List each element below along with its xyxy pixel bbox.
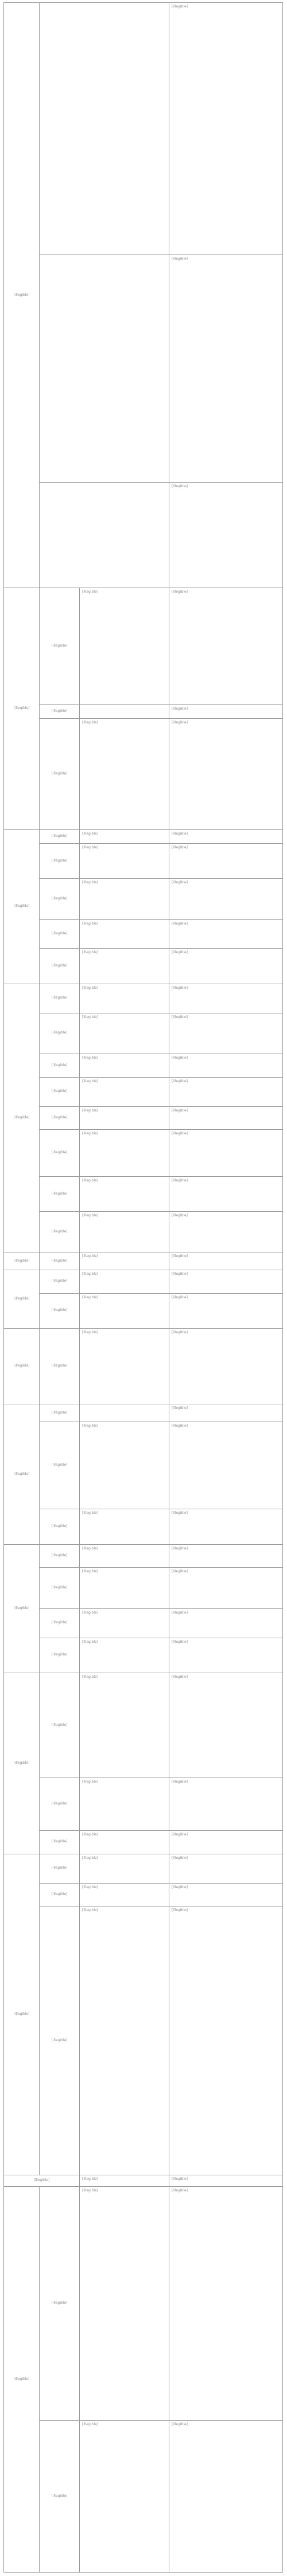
item-cell: [illegible] <box>40 2187 80 2421</box>
description-cell: [illegible] <box>169 1906 283 2175</box>
table-row <box>4 1252 283 1270</box>
description-cell: [illegible] <box>169 949 283 984</box>
description-cell: [illegible] <box>169 255 283 483</box>
table-row <box>4 1544 283 1568</box>
item-cell: [illegible] <box>40 1544 80 1568</box>
requirement-cell: [illegible] <box>80 1638 169 1673</box>
table-row <box>4 704 283 718</box>
table-row <box>4 1638 283 1673</box>
category-cell: [illegible] <box>4 1673 40 1854</box>
requirement-cell: [illegible] <box>80 1568 169 1608</box>
requirement-cell: [illegible] <box>80 879 169 919</box>
description-cell: [illegible] <box>169 1106 283 1130</box>
table-row <box>4 1509 283 1544</box>
requirement-cell: [illegible] <box>80 1608 169 1638</box>
description-cell: [illegible] <box>169 1638 283 1673</box>
requirement-cell: [illegible] <box>80 2420 169 2572</box>
requirement-cell: [illegible] <box>80 1544 169 1568</box>
description-cell: [illegible] <box>169 483 283 588</box>
item-cell: [illegible] <box>40 1854 80 1883</box>
requirement-cell: [illegible] <box>80 949 169 984</box>
table-row <box>4 1778 283 1831</box>
item-cell: [illegible] <box>40 1270 80 1293</box>
category-cell: [illegible] <box>4 1328 40 1404</box>
description-cell: [illegible] <box>169 1054 283 1077</box>
description-cell: [illegible] <box>169 3 283 255</box>
category-cell: [illegible] <box>4 829 40 984</box>
description-cell: [illegible] <box>169 1328 283 1404</box>
table-row <box>4 2175 283 2186</box>
table-row <box>4 483 283 588</box>
requirement-cell: [illegible] <box>80 1106 169 1130</box>
description-cell: [illegible] <box>169 919 283 949</box>
description-cell: [illegible] <box>169 1270 283 1293</box>
item-cell: [illegible] <box>40 1778 80 1831</box>
requirement-cell: [illegible] <box>80 1077 169 1106</box>
table-row <box>4 1608 283 1638</box>
category-cell: [illegible] <box>4 588 40 829</box>
description-cell: [illegible] <box>169 1404 283 1422</box>
table-row <box>4 1013 283 1054</box>
table-row <box>4 1830 283 1854</box>
item-cell: [illegible] <box>40 1211 80 1252</box>
description-cell: [illegible] <box>169 2175 283 2186</box>
table-row <box>4 1883 283 1906</box>
requirement-cell: [illegible] <box>80 1176 169 1211</box>
requirement-cell: [illegible] <box>80 2187 169 2421</box>
category-cell: [illegible] <box>4 1854 40 2175</box>
category-cell: [illegible] <box>4 1270 40 1328</box>
item-cell: [illegible] <box>40 1673 80 1778</box>
requirement-cell: [illegible] <box>80 1509 169 1544</box>
table-row <box>4 949 283 984</box>
item-cell: [illegible] <box>40 1906 80 2175</box>
item-cell: [illegible] <box>40 1830 80 1854</box>
item-cell: [illegible] <box>40 1013 80 1054</box>
item-cell: [illegible] <box>40 1054 80 1077</box>
requirement-cell: [illegible] <box>80 1883 169 1906</box>
requirement-cell: [illegible] <box>80 1854 169 1883</box>
table-row <box>4 588 283 704</box>
blank-cell <box>40 3 169 255</box>
requirement-cell: [illegible] <box>80 1293 169 1328</box>
description-cell: [illegible] <box>169 829 283 843</box>
requirement-cell: [illegible] <box>80 984 169 1013</box>
table-row <box>4 844 283 879</box>
table-row <box>4 255 283 483</box>
item-cell: [illegible] <box>40 1077 80 1106</box>
description-cell: [illegible] <box>169 1293 283 1328</box>
requirement-cell: [illegible] <box>80 1673 169 1778</box>
table-row <box>4 2187 283 2421</box>
description-cell: [illegible] <box>169 1252 283 1270</box>
item-cell: [illegible] <box>40 1608 80 1638</box>
requirement-cell: [illegible] <box>80 1270 169 1293</box>
item-cell: [illegible] <box>40 1883 80 1906</box>
item-cell: [illegible] <box>40 919 80 949</box>
description-cell: [illegible] <box>169 844 283 879</box>
table-row <box>4 1404 283 1422</box>
table-row <box>4 1130 283 1177</box>
item-cell: [illegible] <box>40 1130 80 1177</box>
category-cell: [illegible] <box>4 984 40 1252</box>
table-row <box>4 829 283 843</box>
table-row <box>4 1906 283 2175</box>
item-cell: [illegible] <box>40 949 80 984</box>
description-cell: [illegible] <box>169 2187 283 2421</box>
description-cell: [illegible] <box>169 1830 283 1854</box>
item-cell: [illegible] <box>40 1328 80 1404</box>
requirement-cell: [illegible] <box>80 1054 169 1077</box>
blank-cell <box>80 1404 169 1422</box>
description-cell: [illegible] <box>169 704 283 718</box>
category-cell: [illegible] <box>4 1544 40 1673</box>
description-cell: [illegible] <box>169 1422 283 1509</box>
table-row <box>4 1673 283 1778</box>
requirement-cell: [illegible] <box>80 1830 169 1854</box>
table-row <box>4 1422 283 1509</box>
item-cell: [illegible] <box>40 1106 80 1130</box>
item-cell: [illegible] <box>40 704 80 718</box>
blank-cell <box>40 255 169 483</box>
document-table <box>3 2 283 2573</box>
table-row <box>4 1568 283 1608</box>
requirement-cell: [illegible] <box>80 1211 169 1252</box>
item-cell: [illegible] <box>40 1404 80 1422</box>
description-cell: [illegible] <box>169 1854 283 1883</box>
category-cell: [illegible] <box>4 1252 40 1270</box>
description-cell: [illegible] <box>169 1211 283 1252</box>
requirement-cell: [illegible] <box>80 829 169 843</box>
requirement-cell: [illegible] <box>80 919 169 949</box>
table-row <box>4 3 283 255</box>
description-cell: [illegible] <box>169 2420 283 2572</box>
table-row <box>4 1211 283 1252</box>
description-cell: [illegible] <box>169 1568 283 1608</box>
table-row <box>4 1054 283 1077</box>
category-cell: [illegible] <box>4 2175 80 2186</box>
table-row <box>4 1328 283 1404</box>
description-cell: [illegible] <box>169 1778 283 1831</box>
item-cell: [illegible] <box>40 1638 80 1673</box>
item-cell: [illegible] <box>40 1293 80 1328</box>
blank-cell <box>80 704 169 718</box>
item-cell: [illegible] <box>40 879 80 919</box>
requirement-cell: [illegible] <box>80 588 169 704</box>
description-cell: [illegible] <box>169 1883 283 1906</box>
requirement-cell: [illegible] <box>80 1252 169 1270</box>
description-cell: [illegible] <box>169 1077 283 1106</box>
item-cell: [illegible] <box>40 719 80 830</box>
table-row <box>4 1077 283 1106</box>
requirement-cell: [illegible] <box>80 1013 169 1054</box>
description-cell: [illegible] <box>169 984 283 1013</box>
description-cell: [illegible] <box>169 879 283 919</box>
requirement-cell: [illegible] <box>80 844 169 879</box>
item-cell: [illegible] <box>40 1568 80 1608</box>
table-row <box>4 879 283 919</box>
description-cell: [illegible] <box>169 1509 283 1544</box>
table-row <box>4 919 283 949</box>
category-cell: [illegible] <box>4 1404 40 1545</box>
category-cell: [illegible] <box>4 3 40 588</box>
table-row <box>4 984 283 1013</box>
description-cell: [illegible] <box>169 588 283 704</box>
requirement-cell: [illegible] <box>80 1328 169 1404</box>
description-cell: [illegible] <box>169 1013 283 1054</box>
category-cell: [illegible] <box>4 2187 40 2573</box>
item-cell: [illegible] <box>40 588 80 704</box>
description-cell: [illegible] <box>169 1544 283 1568</box>
description-cell: [illegible] <box>169 1673 283 1778</box>
description-cell: [illegible] <box>169 719 283 830</box>
item-cell: [illegible] <box>40 1176 80 1211</box>
table-row <box>4 719 283 830</box>
item-cell: [illegible] <box>40 1509 80 1544</box>
table-row <box>4 1854 283 1883</box>
requirement-cell: [illegible] <box>80 2175 169 2186</box>
table-row <box>4 1293 283 1328</box>
requirement-cell: [illegible] <box>80 1906 169 2175</box>
description-cell: [illegible] <box>169 1176 283 1211</box>
table-row <box>4 1176 283 1211</box>
description-cell: [illegible] <box>169 1130 283 1177</box>
requirement-cell: [illegible] <box>80 719 169 830</box>
item-cell: [illegible] <box>40 844 80 879</box>
item-cell: [illegible] <box>40 829 80 843</box>
table-row <box>4 1270 283 1293</box>
table-row <box>4 2420 283 2572</box>
requirement-cell: [illegible] <box>80 1422 169 1509</box>
table-row <box>4 1106 283 1130</box>
requirement-cell: [illegible] <box>80 1130 169 1177</box>
item-cell: [illegible] <box>40 2420 80 2572</box>
item-cell: [illegible] <box>40 984 80 1013</box>
item-cell: [illegible] <box>40 1252 80 1270</box>
blank-cell <box>40 483 169 588</box>
description-cell: [illegible] <box>169 1608 283 1638</box>
requirement-cell: [illegible] <box>80 1778 169 1831</box>
item-cell: [illegible] <box>40 1422 80 1509</box>
